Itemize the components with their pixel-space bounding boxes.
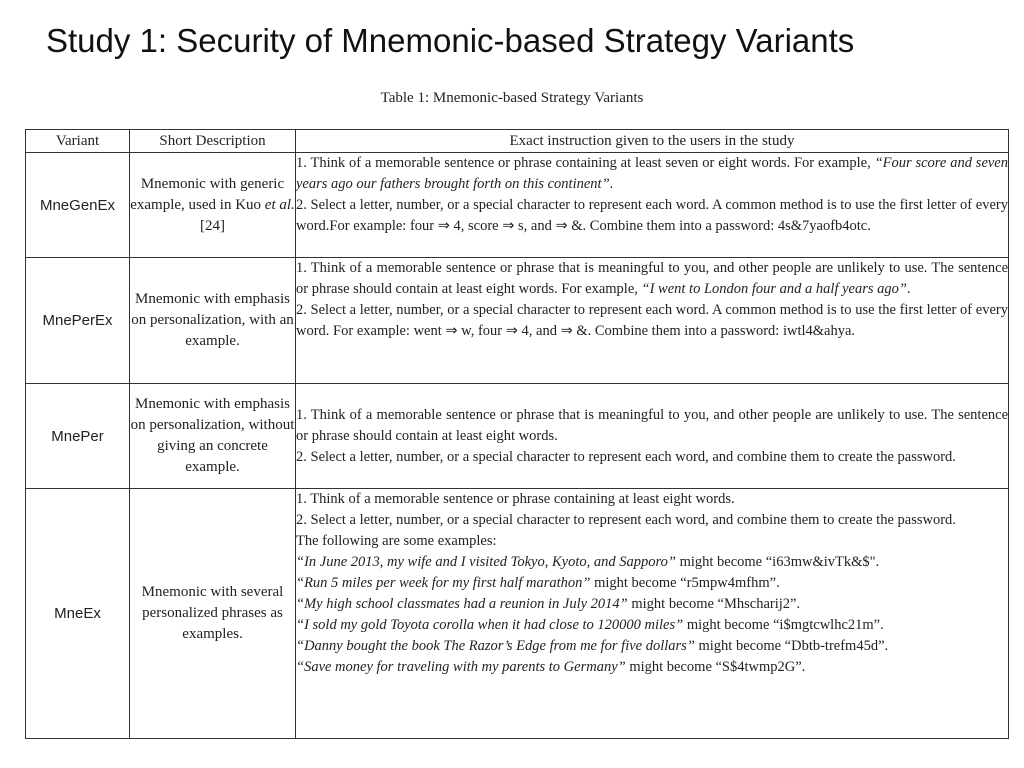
instruction-step-1 — [296, 153, 1008, 195]
table-row — [26, 384, 1009, 489]
header-variant: Variant — [26, 130, 130, 153]
example-item — [296, 636, 1008, 657]
table-row — [26, 489, 1009, 739]
instruction-text: 1. Think of a memorable sentence or phrase that is meaningful to you, and other people are unlikely to use. The sentence or phrase should contain at least eight words. For example, — [296, 260, 1008, 297]
example-phrase: “Danny bought the book The Razor’s Edge from me for five dollars” — [296, 638, 695, 654]
example-item — [296, 615, 1008, 636]
example-result: might become “Mhscharij2”. — [627, 596, 801, 612]
header-short-description: Short Description — [130, 130, 296, 153]
variant-cell: MnePer — [26, 384, 130, 489]
slide-title: Study 1: Security of Mnemonic-based Strategy Variants — [46, 22, 855, 59]
example-item — [296, 552, 1008, 573]
instruction-step-1: 1. Think of a memorable sentence or phrase containing at least eight words. — [296, 491, 735, 507]
description-citation: [24] — [200, 217, 225, 234]
table-row — [26, 258, 1009, 384]
header-instruction: Exact instruction given to the users in the study — [296, 130, 1009, 153]
example-result: might become “S$4twmp2G”. — [625, 659, 806, 675]
instruction-text: 1. Think of a memorable sentence or phrase containing at least seven or eight words. For example, — [296, 155, 875, 171]
instruction-step-1 — [296, 258, 1008, 300]
table-row — [26, 153, 1009, 258]
description-cell: Mnemonic with emphasis on personalization, without giving an concrete example. — [130, 384, 296, 489]
description-cell: Mnemonic with emphasis on personalization, with an example. — [130, 258, 296, 384]
description-cell — [130, 153, 296, 258]
description-cell: Mnemonic with several personalized phrases as examples. — [130, 489, 296, 739]
example-phrase: “Save money for traveling with my parents to Germany” — [296, 659, 626, 675]
instruction-cell — [296, 489, 1009, 739]
example-phrase: “Four score and seven years ago our fathers brought forth on this continent” — [296, 155, 1008, 192]
example-result: might become “r5mpw4mfhm”. — [590, 575, 780, 591]
instruction-step-1: 1. Think of a memorable sentence or phrase that is meaningful to you, and other people are unlikely to use. The sentence or phrase should contain at least eight words. — [296, 406, 1008, 444]
description-citation-etal: et al. — [264, 196, 295, 213]
variant-cell: MnePerEx — [26, 258, 130, 384]
example-phrase: “I sold my gold Toyota corolla when it had close to 120000 miles” — [296, 617, 684, 633]
table-caption: Table 1: Mnemonic-based Strategy Variants — [380, 90, 644, 106]
instruction-step-2: 2. Select a letter, number, or a special character to represent each word, and combine them to create the password. — [296, 448, 956, 465]
variant-cell: MneEx — [26, 489, 130, 739]
instruction-cell — [296, 258, 1009, 384]
example-item — [296, 594, 1008, 615]
instruction-step-2: 2. Select a letter, number, or a special character to represent each word. A common method is to use the first letter of every word. For example: went ⇒ w, four ⇒ 4, and ⇒ &. Combine them into a password: iwtl4&ahya. — [296, 302, 1008, 339]
example-result: might become “i$mgtcwlhc21m”. — [683, 617, 884, 633]
description-text: Mnemonic with generic example, used in Kuo — [130, 175, 285, 213]
example-phrase: “My high school classmates had a reunion in July 2014” — [296, 596, 628, 612]
example-phrase: “In June 2013, my wife and I visited Tokyo, Kyoto, and Sapporo” — [296, 554, 676, 570]
example-phrase: “Run 5 miles per week for my first half marathon” — [296, 575, 591, 591]
example-item — [296, 657, 1008, 678]
instruction-step-2: 2. Select a letter, number, or a special character to represent each word, and combine them to create the password. — [296, 512, 956, 528]
example-phrase: “I went to London four and a half years ago” — [641, 281, 907, 297]
instruction-step-2: 2. Select a letter, number, or a special character to represent each word. A common method is to use the first letter of every word.For example: four ⇒ 4, score ⇒ s, and ⇒ &. Combine them into a password: 4s&7yaofb4otc. — [296, 197, 1008, 234]
table-header-row — [26, 130, 1009, 153]
examples-intro: The following are some examples: — [296, 533, 497, 549]
instruction-cell — [296, 153, 1009, 258]
instruction-text: . — [609, 176, 614, 192]
instruction-text: . — [906, 281, 911, 297]
variants-table — [25, 129, 1009, 739]
example-result: might become “Dbtb-trefm45d”. — [694, 638, 889, 654]
variant-cell: MneGenEx — [26, 153, 130, 258]
example-result: might become “i63mw&ivTk&$". — [675, 554, 880, 570]
example-item — [296, 573, 1008, 594]
instruction-cell — [296, 384, 1009, 489]
